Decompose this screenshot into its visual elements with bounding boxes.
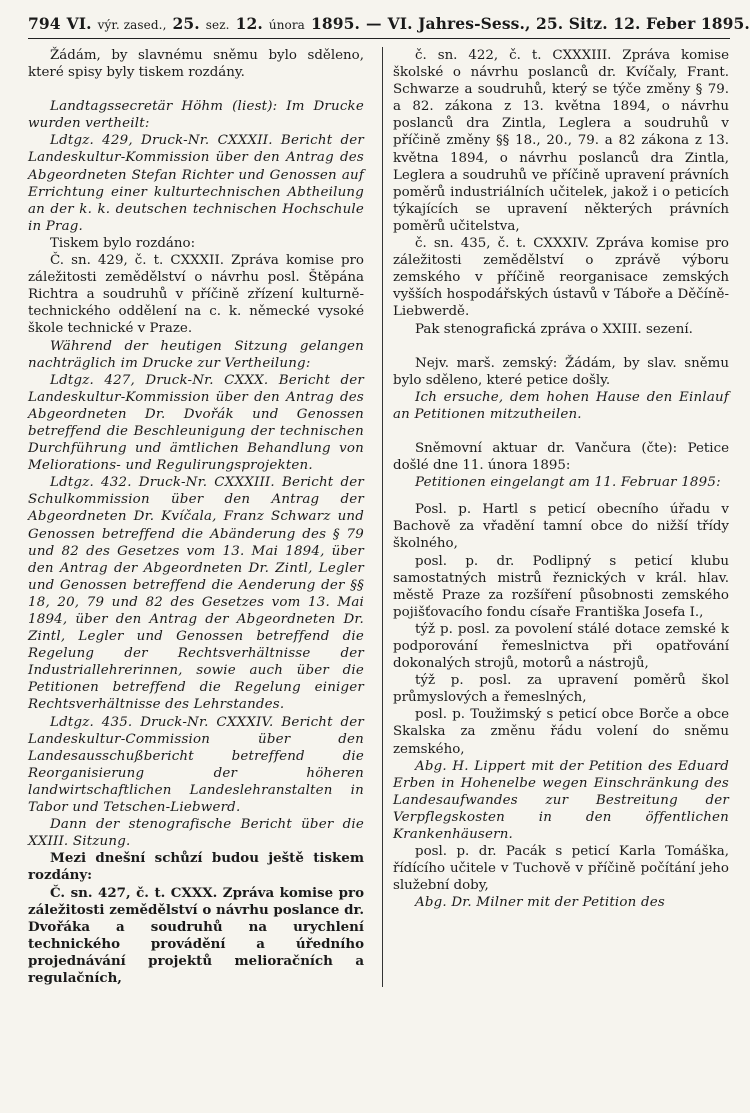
paragraph: Dann der stenografische Bericht über die XXIII. Sitzung. — [28, 817, 364, 850]
header-session-cz: VI. — [66, 14, 92, 33]
paragraph: č. sn. 422, č. t. CXXXIII. Zpráva komise školské o návrhu poslanců dr. Kvíčaly, Frant. Schwarze a soudruhů, který se týče změny § 79. a 82. zákona z 13. května 1894, o návrhu poslanců dra Zintla, Leglera a soudruhů v příčině změny §§ 18., 20., 79. a 82 zákona z 13. května 1894, o návrhu poslanců dra Zintla, Leglera a soudruhů ve příčině upravení právních poměrů industriálních učitelek, jakož i o peticích týkajících se upravení některých právních poměrů učitelstva, — [393, 48, 729, 234]
left-column — [28, 47, 368, 987]
paragraph: týž p. posl. za upravení poměrů škol průmyslových a řemeslných, — [393, 673, 729, 706]
header-small-3: února — [268, 18, 305, 32]
paragraph: č. sn. 435, č. t. CXXXIV. Zpráva komise pro záležitosti zemědělství o zprávě výboru zemského v příčině reorganisace zemských vyšších hospodářských ústavů v Táboře a Děčíně-Liebwerdě. — [393, 236, 729, 320]
page-header — [28, 14, 750, 39]
paragraph: Tiskem bylo rozdáno: — [50, 235, 196, 251]
paragraph: týž p. posl. za povolení stálé dotace zemské k podporování řemeslnictva při opatřování dokonalých strojů, motorů a nástrojů, — [393, 621, 729, 672]
paragraph: Petitionen eingelangt am 11. Februar 1895: — [415, 475, 721, 491]
right-column — [382, 47, 729, 987]
paragraph: Ldtgz. 432. Druck-Nr. CXXXIII. Bericht der Schulkommission über den Antrag der Abgeordneten Dr. Kvíčala, Franz Schwarz und Genossen betreffend die Abänderung des § 79 und 82 des Gesetzes vom 13. Mai 1894, über den Antrag der Abgeordneten Dr. Zintl, Legler und Genossen betreffend die Aenderung der §§ 18, 20, 79 und 82 des Gesetzes vom 13. Mai 1894, über den Antrag der Abgeordneten Dr. Zintl, Legler und Genossen betreffend die Regelung der Rechtsverhältnisse der Industriallehrerinnen, sowie auch über die Petitionen betreffend die Regelung einiger Rechtsverhältnisse des Lehrstandes. — [28, 475, 364, 713]
paragraph: Ldtgz. 435. Druck-Nr. CXXXIV. Bericht der Landeskultur-Commission über den Landesausschußbericht betreffend die Reorganisierung der höheren landwirtschaftlichen Landeslehranstalten in Tabor und Tetschen-Liebwerd. — [28, 714, 364, 816]
paragraph: Abg. H. Lippert mit der Petition des Eduard Erben in Hohenelbe wegen Einschränkung des Landesaufwandes zur Bestreitung der Verpflegskosten in den öffentlichen Krankenhäusern. — [393, 758, 729, 843]
header-dash: — — [365, 14, 382, 33]
paragraph: Č. sn. 429, č. t. CXXXII. Zpráva komise pro záležitosti zemědělství o návrhu posl. Štěpána Richtra a soudruhů v příčině zřízení kulturně-technického oddělení na c. k. německé vysoké škole technické v Praze. — [28, 253, 364, 337]
paragraph: Č. sn. 427, č. t. CXXX. Zpráva komise pro záležitosti zemědělství o návrhu poslance dr. Dvořáka a soudruhů na urychlení technického provádění a úředního projednávání projektů melioračních a regulačních, — [28, 884, 364, 986]
page-number: 794 — [28, 14, 61, 33]
header-year: 1895. — [310, 14, 360, 33]
paragraph: Nejv. marš. zemský: Žádám, by slav. sněmu bylo sděleno, které petice došly. — [393, 355, 729, 388]
header-sitting-number: 25. — [172, 14, 200, 33]
header-small-1: výr. zased., — [97, 18, 167, 32]
paragraph: Posl. p. Hartl s peticí obecního úřadu v Bachově za vřadění tamní obce do nižší třídy školného, — [393, 502, 729, 552]
paragraph: posl. p. Toužimský s peticí obce Borče a obce Skalska za změnu řádu volení do sněmu zemského, — [393, 707, 729, 757]
paragraph: Pak stenografická zpráva o XXIII. sezení. — [415, 321, 693, 337]
header-session-de: VI. Jahres-Sess., 25. Sitz. 12. Feber 1895. — [387, 14, 750, 33]
text-columns — [28, 47, 730, 987]
paragraph: Sněmovní aktuar dr. Vančura (čte): Petice došlé dne 11. února 1895: — [393, 440, 729, 474]
header-small-2: sez. — [205, 18, 230, 32]
header-day: 12. — [235, 14, 263, 33]
paragraph: Ldtgz. 429, Druck-Nr. CXXXII. Bericht der Landeskultur-Kommission über den Antrag des Abgeordneten Stefan Richter und Genossen auf Errichtung einer kulturtechnischen Abtheilung an der k. k. deutschen technischen Hochschule in Prag. — [28, 133, 364, 234]
paragraph: Ldtgz. 427, Druck-Nr. CXXX. Bericht der Landeskultur-Kommission über den Antrag des Abgeordneten Dr. Dvořák und Genossen betreffend die Beschleunigung der technischen Durchführung und ämtlichen Behandlung von Meliorations- und Regulirungsprojekten. — [28, 372, 364, 474]
paragraph: Während der heutigen Sitzung gelangen nachträglich im Drucke zur Vertheilung: — [28, 338, 364, 371]
paragraph: Ich ersuche, dem hohen Hause den Einlauf an Petitionen mitzutheilen. — [393, 389, 729, 422]
paragraph: Mezi dnešní schůzí budou ještě tiskem rozdány: — [28, 850, 364, 884]
paragraph: Abg. Dr. Milner mit der Petition des — [415, 895, 665, 911]
paragraph: Žádám, by slavnému sněmu bylo sděleno, které spisy byly tiskem rozdány. — [28, 48, 364, 81]
paragraph: Landtagssecretär Höhm (liest): Im Drucke wurden vertheilt: — [28, 99, 364, 132]
paragraph: posl. p. dr. Pacák s peticí Karla Tomáška, řídícího učitele v Tuchově v příčině počítání jeho služební doby, — [393, 844, 729, 894]
paragraph: posl. p. dr. Podlipný s peticí klubu samostatných mistrů řeznických v král. hlav. městě Praze za rozšíření působnosti zemského pojišťovacího fondu císaře Františka Josefa I., — [393, 553, 729, 620]
